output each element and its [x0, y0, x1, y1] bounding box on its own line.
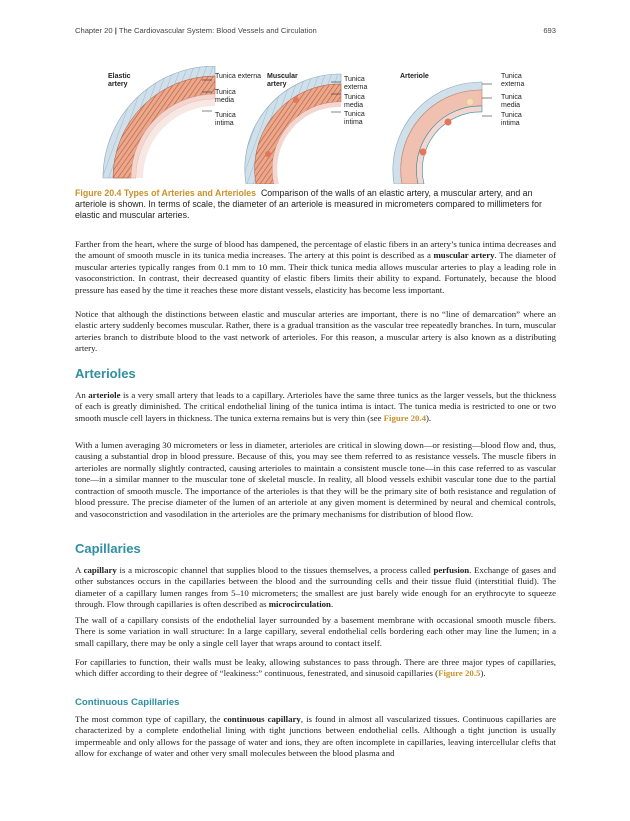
header-separator: | — [114, 26, 117, 35]
term-perfusion: perfusion — [433, 565, 470, 575]
muscular-intima-label: Tunica intima — [344, 111, 365, 126]
paragraph-demarcation: Notice that although the distinctions between elastic and muscular arteries are important, there is no “line of demarcation” where an elastic artery suddenly becomes muscular. Rather, there is a gradual transition as the vascular tree repeatedly branches. In turn, muscular arteries branch to distribute blood to the vast network of arterioles. For this reason, a muscular artery is also known as a distributing artery. — [75, 309, 556, 354]
elastic-externa-label: Tunica externa — [215, 73, 262, 80]
heading-arterioles: Arterioles — [75, 366, 136, 381]
artery-illustration — [98, 66, 528, 184]
arteriole-title: Arteriole — [400, 73, 429, 80]
paragraph-continuous-capillary — [75, 714, 556, 760]
figure-caption — [75, 188, 556, 221]
arteriole-media-label: Tunica media — [501, 94, 522, 109]
caption-title: Figure 20.4 Types of Arteries and Arterioles — [75, 188, 257, 198]
text: ). — [480, 668, 486, 679]
term-microcirculation: microcirculation — [268, 599, 331, 610]
muscular-media-label: Tunica media — [344, 94, 365, 109]
figure-link[interactable]: Figure 20.4 — [383, 412, 426, 423]
figure-arteries — [98, 66, 528, 184]
elastic-artery-title: Elastic artery — [108, 73, 131, 88]
running-header — [75, 26, 317, 35]
elastic-intima-label: Tunica intima — [215, 112, 236, 127]
text: is a microscopic channel that supplies blood to the tissues themselves, a process called — [116, 565, 434, 575]
arteriole-externa-label: Tunica externa — [501, 73, 525, 88]
text: is a very small artery that leads to a capillary. Arterioles have the same three tunics as the larger vessels, but the thickness of each is greatly diminished. The critical endothelial lining of the tunica intima is intact. The tunica media is restricted to one or two smooth muscle cell layers in thickness. The tunica externa remains but is very thin (see — [75, 390, 557, 423]
muscular-artery-drawing — [245, 74, 341, 184]
chapter-label: Chapter 20 — [75, 26, 113, 35]
text: . Exchange of gases and other substances occurs in the capillaries between the blood and the surrounding cells and their tissue fluid (interstitial fluid). The diameter of a capillary lumen ranges from 5–10 micrometers; the smallest are just barely wide enough for an erythrocyte to squeeze through. Flow through capillaries is often described as — [75, 565, 556, 610]
paragraph-capillary-types — [75, 657, 556, 680]
figure-link[interactable]: Figure 20.5 — [438, 668, 481, 679]
term-muscular-artery: muscular artery — [433, 250, 495, 261]
term-continuous-capillary: continuous capillary — [223, 714, 301, 724]
text: An — [75, 390, 89, 400]
paragraph-capillary-wall: The wall of a capillary consists of the endothelial layer surrounded by a basement membrane with occasional smooth muscle fibers. There is some variation in wall structure: In a large capillary, several endothelial cells bordering each other may line the lumen; in a small capillary, there may be only a single cell layer that wraps around to contact itself. — [75, 615, 556, 648]
elastic-media-label: Tunica media — [215, 89, 236, 104]
term-capillary: capillary — [83, 565, 117, 575]
muscular-externa-label: Tunica externa — [344, 76, 368, 91]
chapter-title: The Cardiovascular System: Blood Vessels and Circulation — [118, 26, 317, 35]
caption-text: Comparison of the walls of an elastic artery, a muscular artery, and an arteriole is shown. In terms of scale, the diameter of an arteriole is measured in micrometers compared to millimeters for elastic and muscular arteries. — [75, 188, 542, 220]
text: . The diameter of muscular arteries typically ranges from 0.1 mm to 10 mm. Their thick tunica media allows muscular arteries to play a leading role in vasoconstriction. In contrast, their decreased quantity of elastic fibers limits their ability to expand. Fortunately, because the blood pressure has eased by the time it reaches these more distant vessels, elasticity has become less important. — [75, 250, 556, 295]
paragraph-muscular-artery — [75, 239, 556, 296]
heading-continuous-capillaries: Continuous Capillaries — [75, 697, 180, 708]
term-arteriole: arteriole — [88, 390, 121, 400]
paragraph-arteriole-resistance: With a lumen averaging 30 micrometers or less in diameter, arterioles are critical in slowing down—or resisting—blood flow and, thus, causing a substantial drop in blood pressure. Because of this, you may see them referred to as resistance vessels. The muscle fibers in arterioles are normally slightly contracted, causing arterioles to maintain a consistent muscle tone—in this case referred to as vascular tone—in a similar manner to the muscular tone of skeletal muscle. In reality, all blood vessels exhibit vascular tone due to the partial contraction of smooth muscle. The importance of the arterioles is that they will be the primary site of both resistance and regulation of blood pressure. The precise diameter of the lumen of an arteriole at any given moment is determined by neural and chemical controls, and vasoconstriction and vasodilation in the arterioles are the primary mechanisms for distribution of blood flow. — [75, 440, 556, 519]
paragraph-arteriole-definition — [75, 390, 556, 424]
muscular-artery-title: Muscular artery — [267, 73, 298, 88]
text: Farther from the heart, where the surge of blood has dampened, the percentage of elastic fibers in an artery’s tunica intima decreases and the amount of smooth muscle in its tunica media increases. The artery at this point is described as a — [75, 239, 556, 261]
text: , is found in almost all vascularized tissues. Continuous capillaries are characterized by a complete endothelial lining with tight junctions between endothelial cells. Although a tight junction is usually impermeable and only allows for the passage of water and ions, they are often incomplete in capillaries, leaving intercellular clefts that allow for exchange of water and other very small molecules between the blood plasma and — [75, 714, 556, 759]
text: ). — [425, 412, 432, 423]
arteriole-drawing — [393, 82, 492, 184]
text: A — [75, 565, 84, 575]
heading-capillaries: Capillaries — [75, 541, 141, 556]
text: The most common type of capillary, the — [75, 714, 224, 724]
text: For capillaries to function, their walls must be leaky, allowing substances to pass through. There are three major types of capillaries, which differ according to their degree of “leakiness:” continuous, fenestrated, and sinusoid capillaries ( — [75, 657, 556, 679]
arteriole-intima-label: Tunica intima — [501, 112, 522, 127]
paragraph-capillary-definition — [75, 565, 556, 611]
page-number: 693 — [543, 26, 556, 35]
text: . — [330, 599, 334, 610]
